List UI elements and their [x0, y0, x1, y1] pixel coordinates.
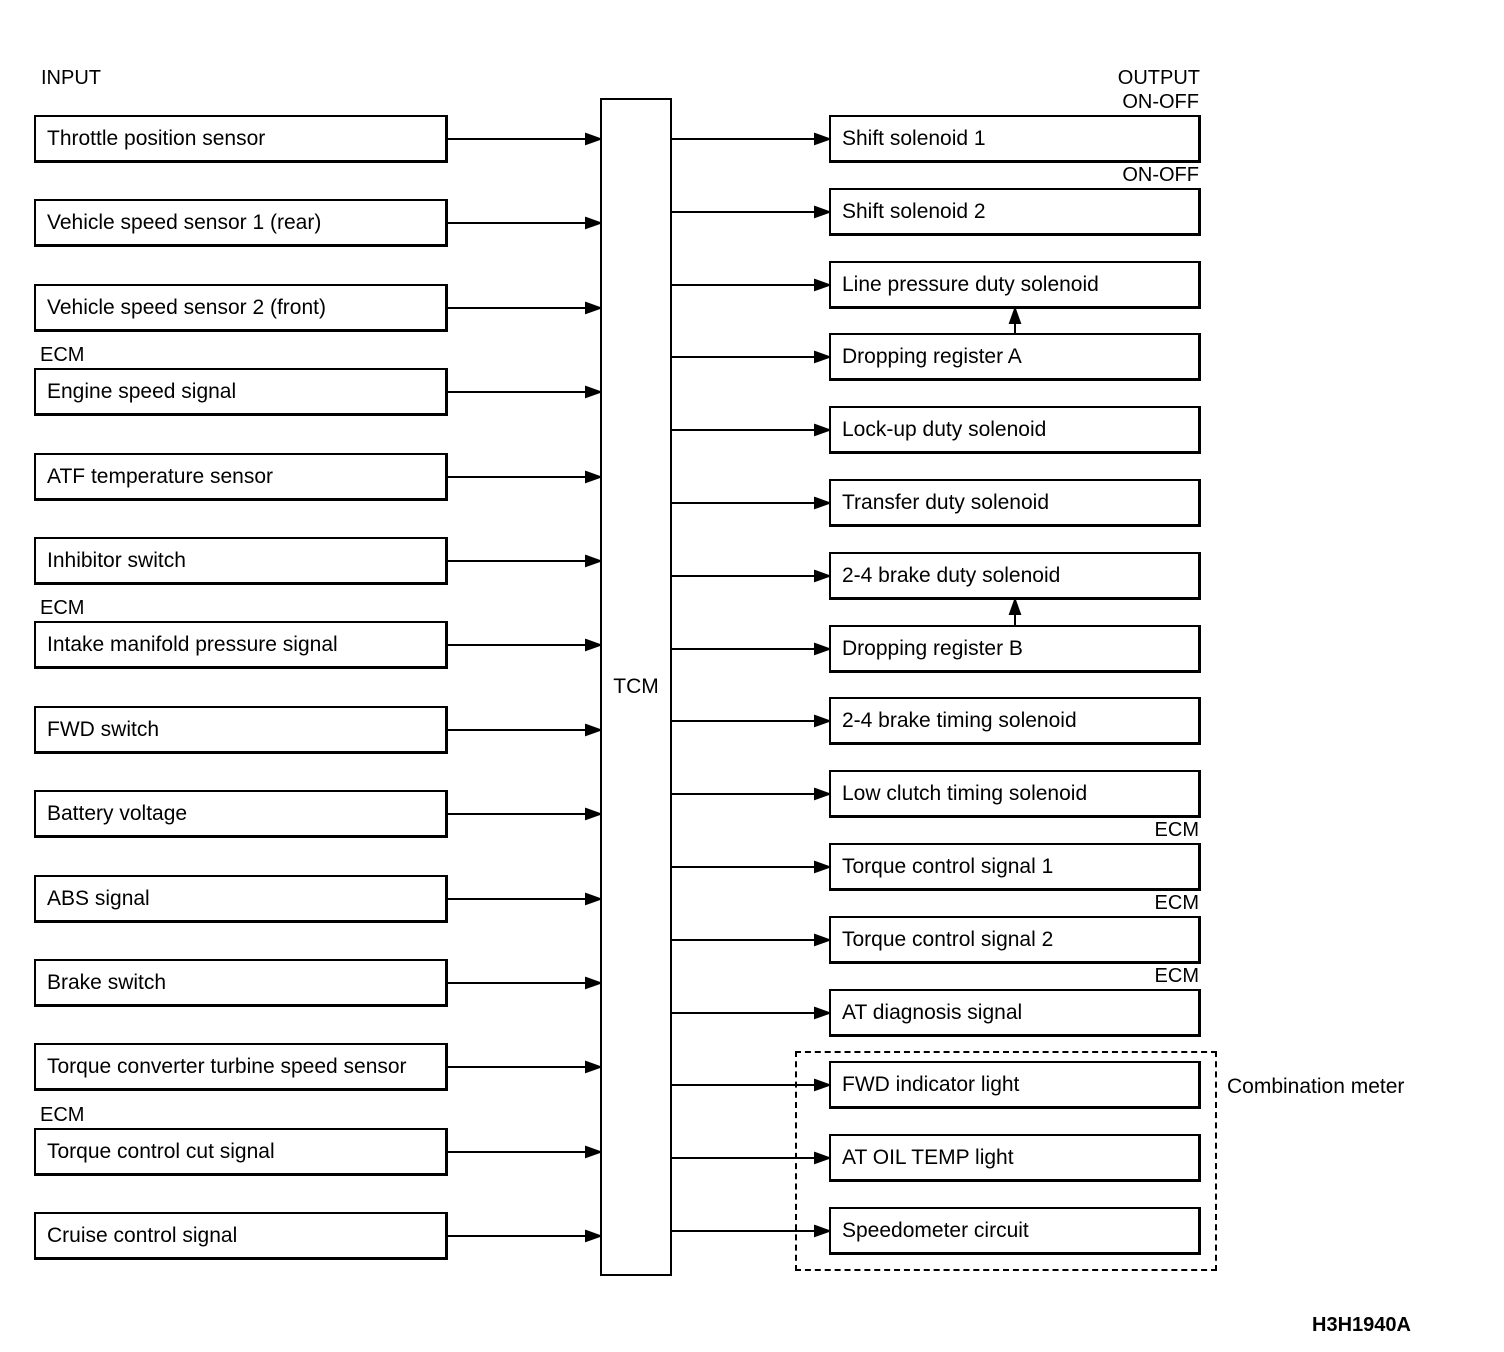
output-box	[829, 770, 1201, 818]
input-arrow	[586, 134, 600, 144]
output-box	[829, 115, 1201, 163]
input-header: INPUT	[41, 67, 101, 89]
input-box	[34, 1128, 448, 1176]
input-arrow	[586, 387, 600, 397]
input-source-tag: ECM	[40, 1104, 85, 1126]
output-arrow	[815, 1008, 829, 1018]
input-arrow	[586, 978, 600, 988]
output-arrow	[815, 935, 829, 945]
input-arrow	[586, 1231, 600, 1241]
output-arrow	[815, 280, 829, 290]
input-arrow	[586, 1147, 600, 1157]
input-box	[34, 790, 448, 838]
input-label: Engine speed signal	[47, 379, 237, 403]
output-arrow	[815, 352, 829, 362]
input-label: Battery voltage	[47, 801, 188, 825]
input-source-tag: ECM	[40, 597, 85, 619]
output-label: Torque control signal 1	[842, 854, 1054, 878]
output-box	[829, 188, 1201, 236]
output-label: FWD indicator light	[842, 1072, 1020, 1096]
output-arrow	[815, 134, 829, 144]
input-box	[34, 368, 448, 416]
output-label: Low clutch timing solenoid	[842, 781, 1088, 805]
combination-meter-label: Combination meter	[1227, 1075, 1405, 1098]
output-arrow	[815, 716, 829, 726]
register-link-arrow	[1010, 600, 1020, 614]
input-label: ATF temperature sensor	[47, 464, 274, 488]
output-box	[829, 479, 1201, 527]
output-box	[829, 989, 1201, 1037]
output-box	[829, 261, 1201, 309]
input-box	[34, 875, 448, 923]
output-label: AT OIL TEMP light	[842, 1145, 1014, 1169]
output-label: Torque control signal 2	[842, 927, 1054, 951]
input-label: Torque converter turbine speed sensor	[47, 1054, 407, 1078]
input-label: Cruise control signal	[47, 1223, 238, 1247]
output-box	[829, 916, 1201, 964]
output-arrow	[815, 498, 829, 508]
input-box	[34, 537, 448, 585]
input-box	[34, 199, 448, 247]
input-arrow	[586, 725, 600, 735]
input-box	[34, 1043, 448, 1091]
output-label: Dropping register A	[842, 344, 1022, 368]
output-box	[829, 843, 1201, 891]
output-label: 2-4 brake timing solenoid	[842, 708, 1077, 732]
input-arrow	[586, 303, 600, 313]
output-label: AT diagnosis signal	[842, 1000, 1023, 1024]
output-label: Line pressure duty solenoid	[842, 272, 1099, 296]
input-arrow	[586, 894, 600, 904]
tcm-label: TCM	[613, 675, 659, 698]
input-arrow	[586, 640, 600, 650]
output-type-tag: ECM	[1154, 892, 1199, 914]
input-box	[34, 1212, 448, 1260]
output-box	[829, 625, 1201, 673]
output-label: Shift solenoid 1	[842, 126, 986, 150]
output-type-tag: ECM	[1154, 965, 1199, 987]
figure-code: H3H1940A	[1312, 1314, 1411, 1336]
output-box	[829, 552, 1201, 600]
input-box	[34, 959, 448, 1007]
output-arrow	[815, 789, 829, 799]
input-arrow	[586, 218, 600, 228]
output-box	[829, 406, 1201, 454]
input-arrow	[586, 472, 600, 482]
output-arrow	[815, 862, 829, 872]
input-box	[34, 284, 448, 332]
output-label: Shift solenoid 2	[842, 199, 986, 223]
output-arrow	[815, 425, 829, 435]
output-arrow	[815, 571, 829, 581]
output-type-tag: ON-OFF	[1122, 164, 1199, 186]
input-arrow	[586, 1062, 600, 1072]
input-label: Intake manifold pressure signal	[47, 632, 338, 656]
input-label: Brake switch	[47, 970, 167, 994]
input-box	[34, 706, 448, 754]
input-label: FWD switch	[47, 717, 159, 741]
output-label: Transfer duty solenoid	[842, 490, 1049, 514]
output-arrow	[815, 644, 829, 654]
output-type-tag: ON-OFF	[1122, 91, 1199, 113]
output-box	[829, 333, 1201, 381]
register-link-arrow	[1010, 309, 1020, 323]
input-box	[34, 621, 448, 669]
input-label: ABS signal	[47, 886, 150, 910]
tcm-block	[600, 98, 672, 1276]
output-type-tag: ECM	[1154, 819, 1199, 841]
input-arrow	[586, 809, 600, 819]
input-box	[34, 453, 448, 501]
output-header: OUTPUT	[1117, 67, 1200, 89]
output-label: Lock-up duty solenoid	[842, 417, 1047, 441]
output-label: Speedometer circuit	[842, 1218, 1029, 1242]
input-label: Throttle position sensor	[47, 126, 266, 150]
input-label: Torque control cut signal	[47, 1139, 275, 1163]
input-box	[34, 115, 448, 163]
output-arrow	[815, 207, 829, 217]
input-source-tag: ECM	[40, 344, 85, 366]
input-arrow	[586, 556, 600, 566]
input-label: Vehicle speed sensor 2 (front)	[47, 295, 326, 319]
combination-meter-group	[795, 1051, 1217, 1271]
output-label: Dropping register B	[842, 636, 1023, 660]
output-label: 2-4 brake duty solenoid	[842, 563, 1061, 587]
input-label: Inhibitor switch	[47, 548, 186, 572]
input-label: Vehicle speed sensor 1 (rear)	[47, 210, 322, 234]
output-box	[829, 697, 1201, 745]
